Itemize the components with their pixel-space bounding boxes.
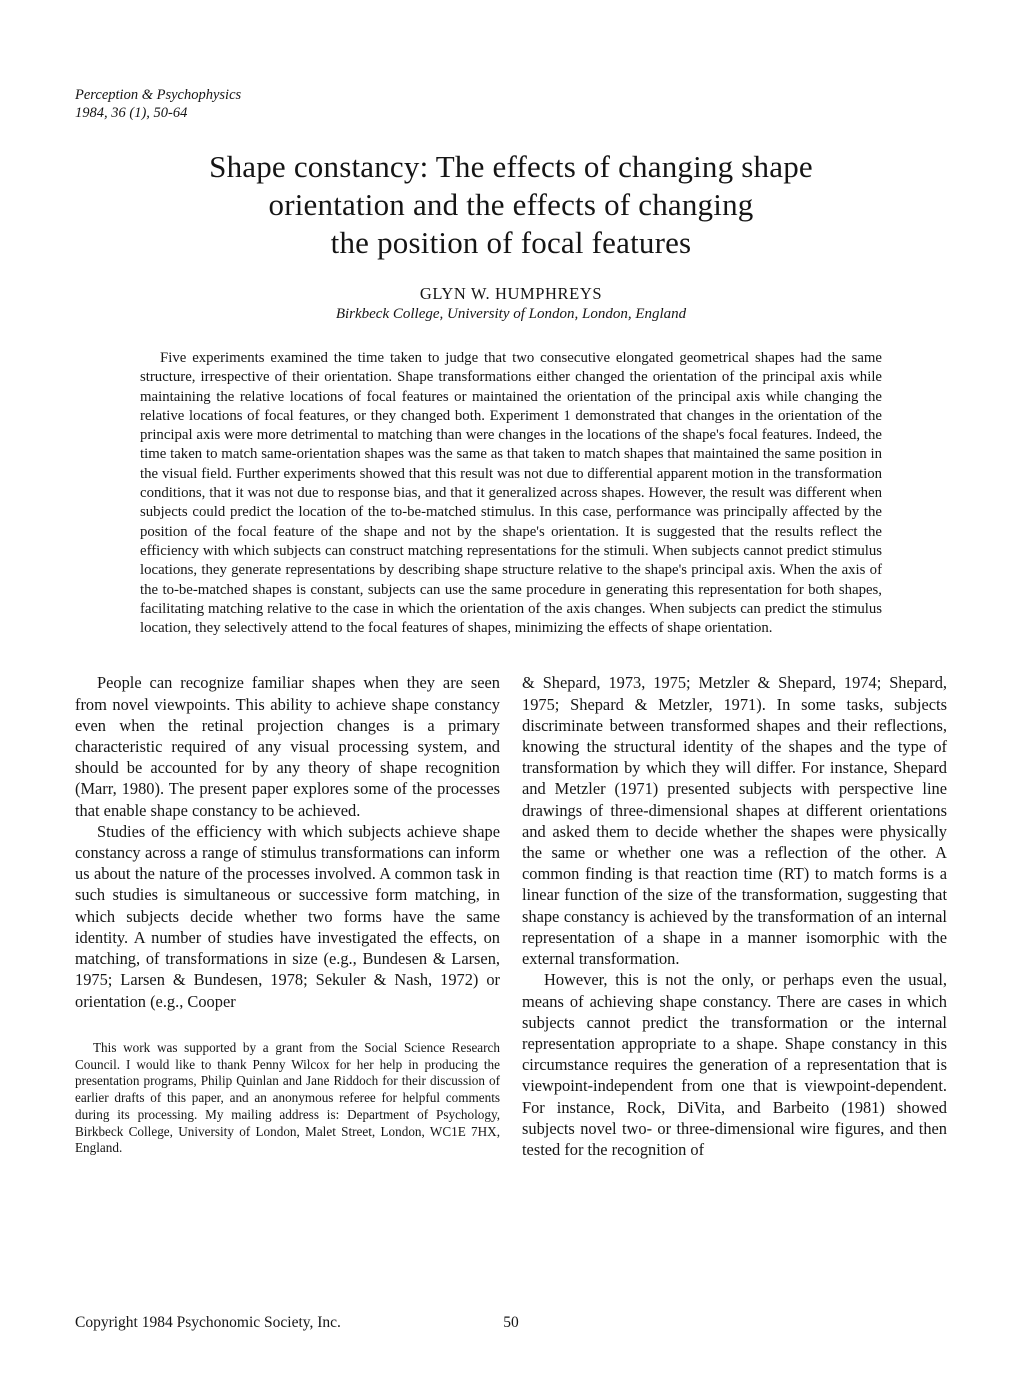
author-name: GLYN W. HUMPHREYS <box>419 284 603 303</box>
footer-copyright: Copyright 1984 Psychonomic Society, Inc. <box>75 1314 341 1331</box>
page-title <box>75 148 947 262</box>
footnote: This work was supported by a grant from the Social Science Research Council. I would like to thank Penny Wilcox for her help in producing the presentation programs, Philip Quinlan and Jane Riddoch for their discussion of earlier drafts of this paper, and an anonymous referee for helpful comments during its processing. My mailing address is: Department of Psychology, Birkbeck College, University of London, Malet Street, London, WC1E 7HX, England. <box>75 1039 500 1156</box>
body-column-right <box>522 672 947 1160</box>
title-line-2: orientation and the effects of changing <box>268 187 754 222</box>
page-number: 50 <box>503 1314 519 1331</box>
body-paragraph: However, this is not the only, or perhaps even the usual, means of achieving shape constancy. There are cases in which subjects cannot predict the transformation or the internal representation appropriate to a shape. Shape constancy in this circumstance requires the generation of a representation that is viewpoint-independent from one that is viewpoint-dependent. For instance, Rock, DiVita, and Barbeito (1981) showed subjects novel two- or three-dimensional wire figures, and then tested for the recognition of <box>522 970 947 1159</box>
body-paragraph: & Shepard, 1973, 1975; Metzler & Shepard, 1974; Shepard, 1975; Shepard & Metzler, 1971). In some tasks, subjects discriminate between transformed shapes and their reflections, knowing the structural identity of the shapes and the type of transformation by which they will differ. For instance, Shepard and Metzler (1971) presented subjects with perspective line drawings of three-dimensional shapes at different orientations and asked them to decide whether the shapes were physically the same or whether one was a reflection of the other. A common finding is that reaction time (RT) to match forms is a linear function of the size of the transformation, suggesting that shape constancy is achieved by the transformation of an internal representation of a shape in a manner isomorphic with the external transformation. <box>522 673 947 969</box>
journal-citation: 1984, 36 (1), 50-64 <box>75 105 188 121</box>
journal-name: Perception & Psychophysics <box>75 87 242 103</box>
journal-header <box>75 86 947 122</box>
body-columns <box>75 672 947 1160</box>
body-paragraph: Studies of the efficiency with which subjects achieve shape constancy across a range of stimulus transformations can inform us about the nature of the processes involved. A common task in such studies is simultaneous or successive form matching, in which subjects decide whether two forms have the same identity. A number of studies have investigated the effects, on matching, of transformations in size (e.g., Bundesen & Larsen, 1975; Larsen & Bundesen, 1978; Sekuler & Nash, 1972) or orientation (e.g., Cooper <box>75 821 500 1011</box>
body-paragraph: People can recognize familiar shapes when they are seen from novel viewpoints. This ability to achieve shape constancy even when the retinal projection changes is a primary characteristic required of any visual processing system, and should be accounted for by any theory of shape recognition (Marr, 1980). The present paper explores some of the processes that enable shape constancy to be achieved. <box>75 673 500 820</box>
author-affiliation: Birkbeck College, University of London, London, England <box>335 306 687 322</box>
body-column-left <box>75 672 500 1160</box>
page-footer <box>75 1314 947 1332</box>
abstract: Five experiments examined the time taken to judge that two consecutive elongated geometrical shapes had the same structure, irrespective of their orientation. Shape transformations either changed the orientation of the principal axis while maintaining the relative locations of focal features or maintained the orientation of the principal axis while changing the relative locations of focal features, or they changed both. Experiment 1 demonstrated that changes in the orientation of the principal axis were more detrimental to matching than were changes in the locations of the shape's focal features. Indeed, the time taken to match same-orientation shapes was the same as that taken to match shapes that maintained the same position in the visual field. Further experiments showed that this result was not due to differential apparent motion in the transformation conditions, that it was not due to response bias, and that it generalized across shapes. However, the result was different when subjects could predict the location of the to-be-matched stimulus. In this case, performance was principally affected by the position of the focal feature of the shape and not by the shape's orientation. It is suggested that the results reflect the efficiency with which subjects can construct matching representations for the stimuli. When subjects cannot predict stimulus locations, they generate representations by describing shape structure relative to the shape's principal axis. When the axis of the to-be-matched shapes is constant, subjects can use the same procedure in generating this representation for both shapes, facilitating matching relative to the case in which the orientation of the axis changes. When subjects can predict the stimulus location, they selectively attend to the focal features of shapes, minimizing the effects of shape orientation. <box>140 350 882 637</box>
title-line-3: the position of focal features <box>330 225 692 260</box>
title-line-1: Shape constancy: The effects of changing shape <box>209 149 813 184</box>
